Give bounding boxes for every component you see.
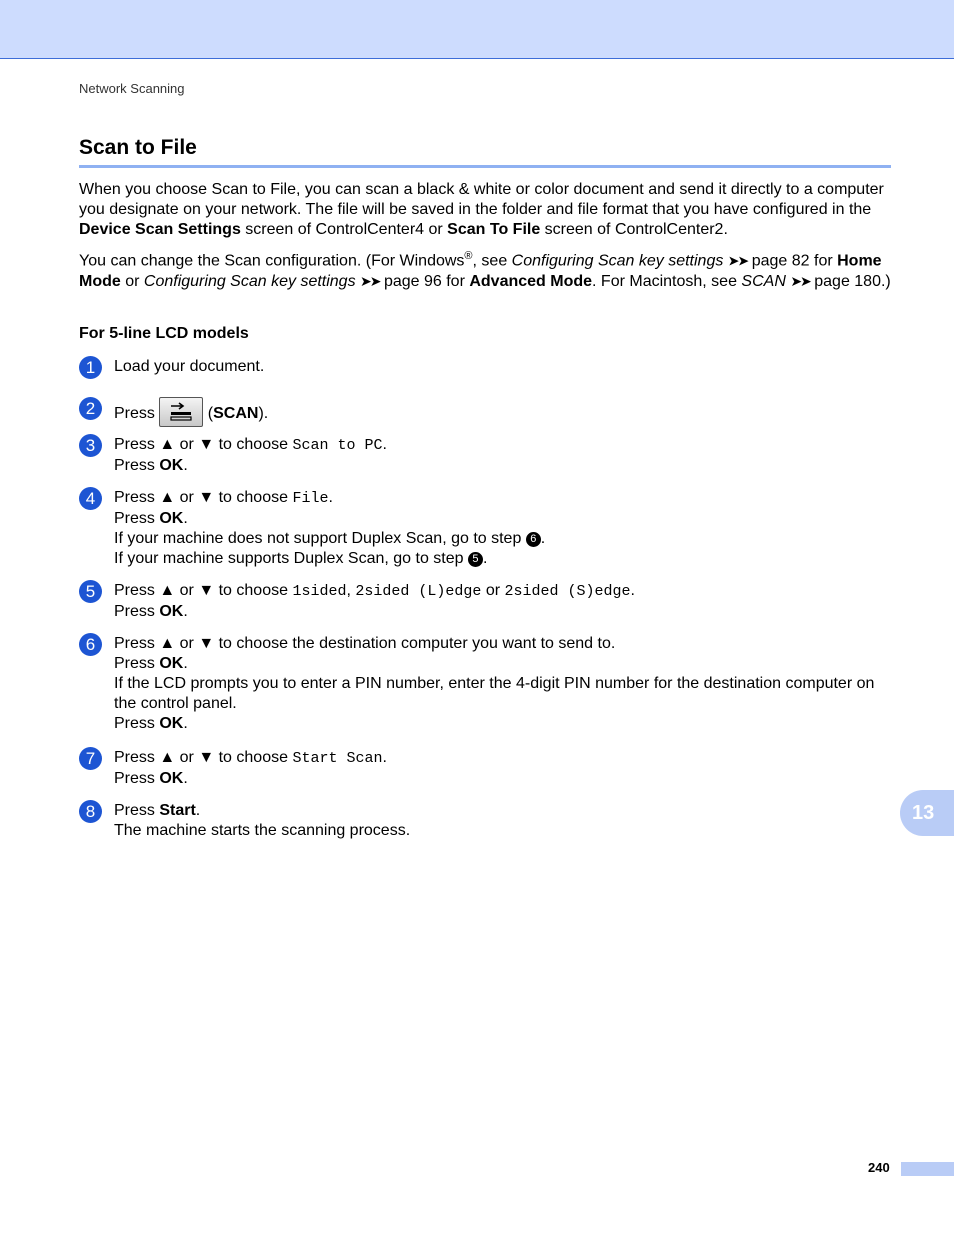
subheading: For 5-line LCD models [79, 325, 249, 342]
double-arrow-icon: ➤➤ [360, 273, 380, 290]
section-title: Scan to File [79, 136, 197, 159]
header-band [0, 0, 954, 59]
double-arrow-icon: ➤➤ [790, 273, 810, 290]
down-arrow-icon: ▼ [198, 635, 215, 652]
double-arrow-icon: ➤➤ [727, 252, 748, 269]
page-number: 240 [868, 1160, 890, 1175]
title-underline [79, 165, 891, 168]
link-configuring-scan-key-settings[interactable]: Configuring Scan key settings [511, 252, 724, 270]
step-number-badge: 4 [79, 487, 102, 510]
step-number-badge: 1 [79, 356, 102, 379]
step-number-badge: 7 [79, 747, 102, 770]
down-arrow-icon: ▼ [198, 489, 215, 506]
up-arrow-icon: ▲ [159, 489, 176, 506]
chapter-tab: 13 [900, 790, 954, 836]
up-arrow-icon: ▲ [159, 635, 176, 652]
step-ref-badge: 6 [526, 532, 541, 547]
step-number-badge: 3 [79, 434, 102, 457]
down-arrow-icon: ▼ [198, 749, 215, 766]
running-header: Network Scanning [79, 81, 185, 96]
down-arrow-icon: ▼ [198, 582, 215, 599]
up-arrow-icon: ▲ [159, 582, 176, 599]
step-number-badge: 5 [79, 580, 102, 603]
up-arrow-icon: ▲ [159, 436, 176, 453]
down-arrow-icon: ▼ [198, 436, 215, 453]
step-number-badge: 8 [79, 800, 102, 823]
page-number-bar [901, 1162, 954, 1176]
up-arrow-icon: ▲ [159, 749, 176, 766]
intro-paragraph-2: You can change the Scan configuration. (For Windows®, see Configuring Scan key settings ➤➤ page 82 for Home Mode or Configuring Scan key settings ➤➤ page 96 for Advanced Mode. For Macintosh, see SCAN ➤➤ page 180.) [79, 250, 891, 291]
step-number-badge: 6 [79, 633, 102, 656]
scan-key-icon [159, 397, 203, 427]
intro-paragraph-1: When you choose Scan to File, you can scan a black & white or color document and send it directly to a computer you designate on your network. The file will be saved in the folder and file format that you have configured in the Device Scan Settings screen of ControlCenter4 or Scan To File screen of ControlCenter2. [79, 181, 884, 238]
link-configuring-scan-key-settings-2[interactable]: Configuring Scan key settings [143, 273, 356, 291]
step-ref-badge: 5 [468, 552, 483, 567]
link-scan[interactable]: SCAN [741, 273, 786, 291]
step-number-badge: 2 [79, 397, 102, 420]
